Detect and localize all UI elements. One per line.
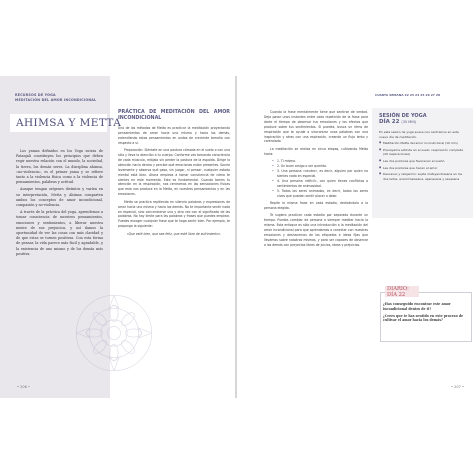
intro-paragraph: Aunque tengan orígenes distintos y varíen en su interpretación, Metta y Ahimsa comparten ambos los conceptos de amor incondicional, compasión y no-violencia. (16, 187, 103, 208)
list-item: • 4. Una persona «difícil», con quien tienes conflictos o sentimientos de animosidad. (272, 179, 368, 189)
yoga-step: ■ Pranayama extinde en el suelo: respiración completa (20 respiraciones) (379, 148, 467, 157)
body-paragraph: Uno de los métodos de Metta es practicar la meditación proyectando pensamientos de amor hacia uno mismo y hacia los demás, extendiendo estos pensamientos en ondas de creciente tamaño con respecto a sí. (118, 126, 230, 145)
running-head-left (15, 93, 96, 103)
diary-label: DIARIO: (387, 286, 409, 292)
book-spread (0, 76, 473, 398)
intro-text (16, 149, 103, 259)
right-page (237, 76, 473, 398)
list-item: • 1. Ti mismo. (272, 159, 368, 164)
intro-paragraph: Los yamas definidos en los Yoga sutras de Patanjali constituyen los principios que deben regir nuestra relación con el mundo, la sociedad, la tierra, los demás seres. La disciplina ahimsa, «no-violencia», es el primer yama y se refiere tanto a la violencia física como a la violencia de pensamientos, palabras y actitud. (16, 149, 103, 185)
yoga-intro: En esta sesión de yoga suave nos centramos en este nuevo día de meditación. (379, 130, 459, 139)
quote: «Que esté bien, que sea feliz, que esté libre de sufrimiento». (126, 232, 222, 237)
body-paragraph: Metta se practica repitiendo en silencio palabras y expresiones de amor hacia uno mismo y hacia los demás. No te importante sentir nada en especial, sino concentrarse uno y otra vez con el significado de las palabras. No hay límite para las palabras y frases que puedes emplear. Puedes escoger cualquier frase que te haga sentir bien. Por ejemplo, te propongo la siguiente: (118, 199, 230, 229)
left-column (118, 110, 230, 240)
body-paragraph: Repite la misma frase en cada estadio, dedicándola a la persona elegida. (264, 200, 368, 210)
yoga-title-text: SESIÓN DE YOGA (379, 113, 427, 119)
page-number-left: • 206 • (17, 385, 31, 389)
diary-questions (383, 302, 467, 325)
yoga-duration: (30 MIN) (401, 120, 417, 124)
list-item: • 2. Un buen amigo o ser querido. (272, 164, 368, 169)
yoga-day: DÍA 22 (379, 119, 400, 125)
intro-paragraph: A través de la práctica del yoga, aprendemos a tomar consciencia de nuestros pensamientos, emociones y sentimientos, a liberar nuestra mente de sus prejuicios, y así damos la oportunidad de ver las cosas con más claridad y de que estas se tornen positivas. Con esta forma de pensar, la vida parece más fácil y agradable, y la existencia de uno mismo y de los demás más positiva. (16, 210, 103, 256)
yoga-session-title (379, 113, 469, 125)
body-paragraph: Te sugiero practicar cada estadio por separado durante un tiempo. Puedes cambiar de persona o siempre meditar hacia la misma. Esta enfoque es sólo una introducción a la meditación del amor incondicional para que aprendamos a conectar con nuestras emociones y deshacernos de las etiquetas e ideas fijas que llevamos sobre nosotros mismos, y para ser capaces de observar a los demás con proyectos libres de juicios, ideas y prejuicios. (264, 213, 368, 247)
diary-title (387, 287, 409, 298)
meditation-steps (272, 159, 368, 198)
chapter-title: AHIMSA Y METTA (16, 117, 122, 129)
section-title: PRÁCTICA DE MEDITACIÓN DEL AMOR INCONDICIONAL (118, 110, 230, 121)
mandala-icon (73, 292, 155, 374)
diary-question: ¿Crees que te has sentido en este proceso de cultivar el amor hacia los demás? (383, 313, 464, 322)
yoga-session-body (379, 130, 467, 183)
running-head-line: RECURSOS DE YOGA (15, 93, 56, 97)
list-item: • 3. Una persona «neutra», es decir, alguien por quien no sientes nada en especial. (272, 169, 368, 179)
yoga-step: ■ Las dos posturas que favorecen el sueño (379, 159, 467, 164)
left-page (0, 76, 236, 398)
body-paragraph: La meditación se realiza en cinco etapas, cultivando Metta hacia: (264, 146, 368, 156)
running-head-right: CUARTA SEMANA 22 23 24 25 26 27 28 (375, 93, 441, 97)
page-number-right: • 207 • (451, 385, 465, 389)
running-head-line: MEDITACIÓN DEL AMOR INCONDICIONAL (15, 98, 97, 102)
body-paragraph: Cuando la frase mentalmente tiene que sentirse de verdad. Deja pasar unos instantes entre cada repetición de la frase para darte el tiempo de observar tus emociones y los efectos que produce sobre tus sentimientos. Si puedes, busca un ritmo de respiración que te ayude a sincronizar unas palabras con una inspiración y otras con una espiración, creando un flujo lento y controlado. (264, 110, 368, 144)
diary-day: DÍA 22 (387, 291, 406, 298)
yoga-step: ■ Descanso y relajación: supta matsyendrasana en los dos lados, anand balasana, apanasana y savasana (379, 172, 467, 181)
yoga-step: ■ Las dos posturas que hacen el amor (379, 166, 467, 171)
right-column (264, 110, 368, 250)
body-paragraph: Preparación: Siéntate en una postura cómoda en el suelo o con una silla y lleva la atención a tu cuerpo. Conforme vas tomando consciencia de cada músculo, relájalo sin perder la postura de la espalda. Dirige la atención hacia dentro y percibe qué emociones están presentes. Sonríe levemente y observa qué pasa, sin juzgar, ni pensar, cualquier estado mental está bien. Ahora empieza a tomar consciencia de cómo te sientes en este momento. Esto es fundamental. Cuando tomes tu atención en la respiración, nos centramos en las sensaciones físicas que esta nos produce en la Metta, en nuestros pensamientos y en las emociones. (118, 148, 230, 197)
list-item: • 5. Todos los seres animados, es decir, todos los seres vivos que puedan sentir placer o dolor. (272, 189, 368, 199)
diary-question: ¿Has conseguido encontrar este amor incondicional dentro de ti? (383, 302, 451, 311)
yoga-step: ■ Meditación Metta del amor incondicional (10 min) (379, 141, 467, 146)
yoga-day-line (379, 119, 469, 125)
